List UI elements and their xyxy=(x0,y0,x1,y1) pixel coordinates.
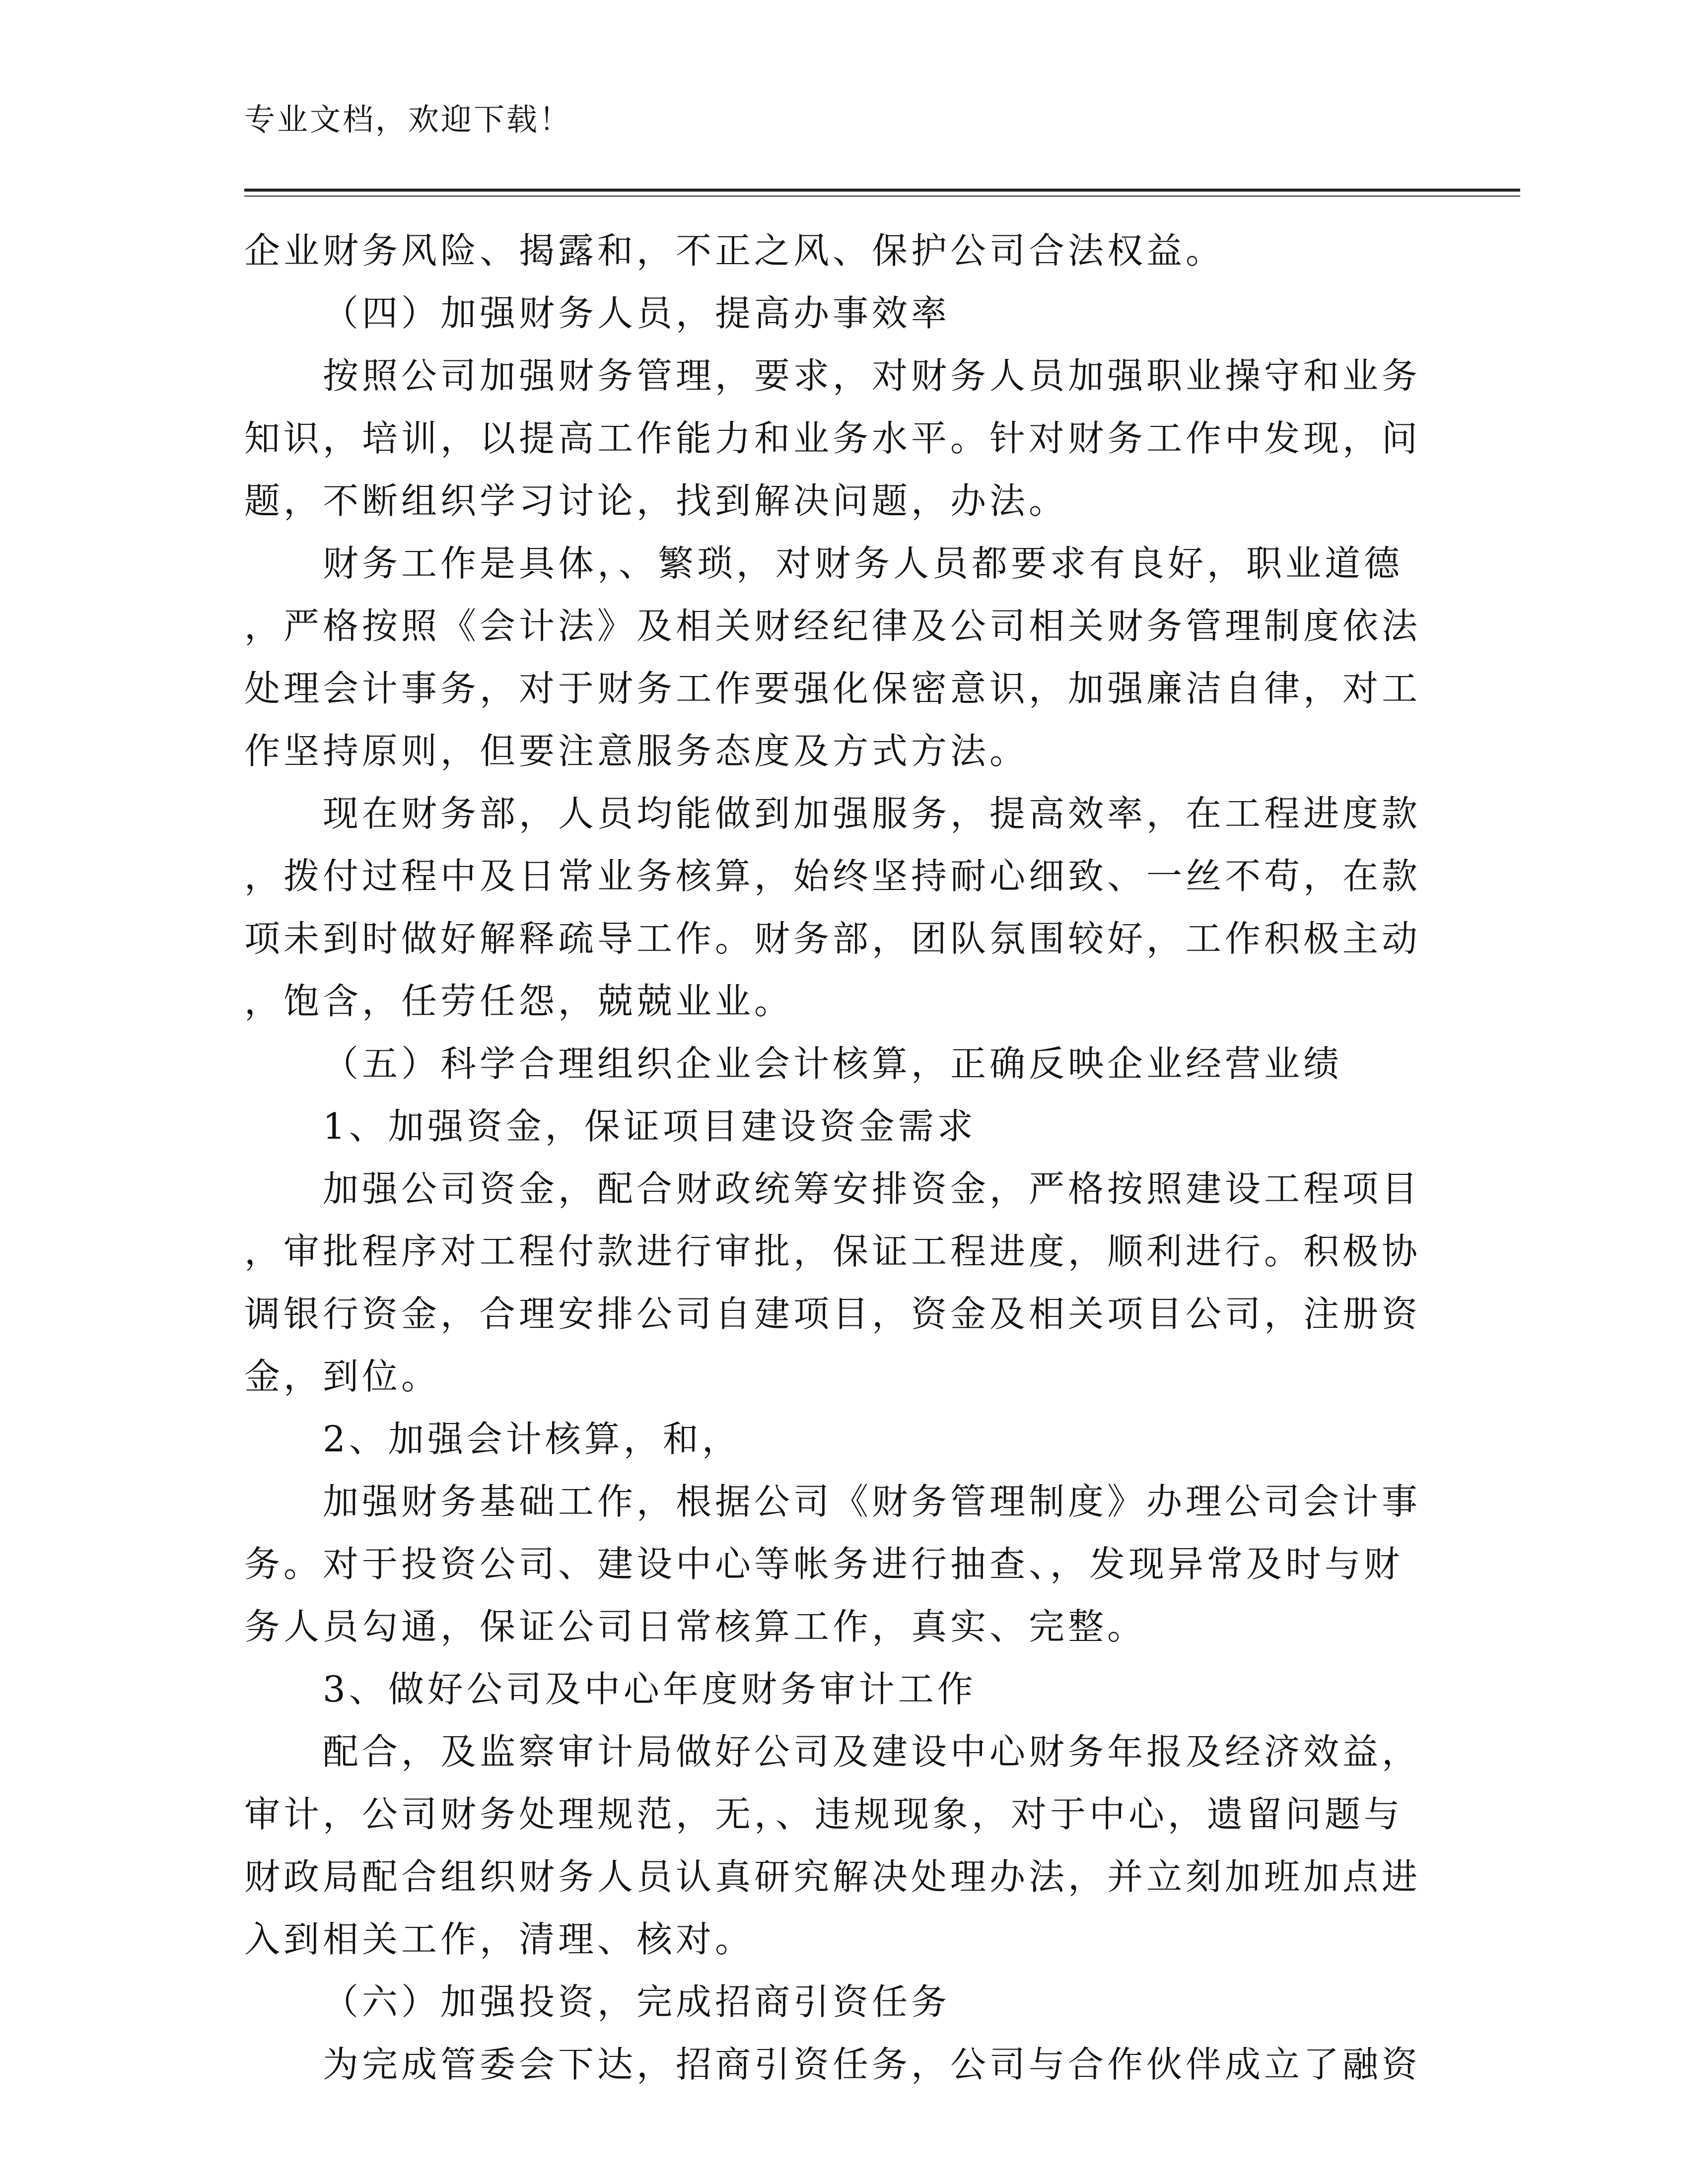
text-line: 金，到位。 xyxy=(244,1356,441,1397)
text-line: 题，不断组织学习讨论，找到解决问题，办法。 xyxy=(244,480,1068,522)
subsection-heading: 2、加强会计核算，和， xyxy=(323,1418,741,1460)
text-line: ，严格按照《会计法》及相关财经纪律及公司相关财务管理制度依法 xyxy=(244,605,1421,647)
text-line: 务人员勾通，保证公司日常核算工作，真实、完整。 xyxy=(244,1606,1147,1647)
text-line: 项未到时做好解释疏导工作。财务部，团队氛围较好，工作积极主动 xyxy=(244,918,1421,959)
text-line: 审计，公司财务处理规范，无，、违规现象，对于中心，遗留问题与 xyxy=(244,1793,1404,1835)
text-line: ，饱含，任劳任怨，兢兢业业。 xyxy=(244,980,794,1022)
text-line: 加强公司资金，配合财政统筹安排资金，严格按照建设工程项目 xyxy=(323,1168,1421,1210)
subsection-heading: 3、做好公司及中心年度财务审计工作 xyxy=(323,1668,977,1710)
section-heading: （五）科学合理组织企业会计核算，正确反映企业经营业绩 xyxy=(323,1043,1343,1085)
text-line: 加强财务基础工作，根据公司《财务管理制度》办理公司会计事 xyxy=(323,1481,1421,1522)
text-line: 配合，及监察审计局做好公司及建设中心财务年报及经济效益， xyxy=(323,1731,1421,1773)
section-heading: （六）加强投资，完成招商引资任务 xyxy=(323,1981,951,2023)
subsection-heading: 1、加强资金，保证项目建设资金需求 xyxy=(323,1105,977,1147)
text-line: 知识，培训，以提高工作能力和业务水平。针对财务工作中发现，问 xyxy=(244,417,1421,459)
section-heading: （四）加强财务人员，提高办事效率 xyxy=(323,292,951,334)
text-line: 务。对于投资公司、建设中心等帐务进行抽查、，发现异常及时与财 xyxy=(244,1543,1404,1585)
text-line: 按照公司加强财务管理，要求，对财务人员加强职业操守和业务 xyxy=(323,355,1421,397)
text-line: 处理会计事务，对于财务工作要强化保密意识，加强廉洁自律，对工 xyxy=(244,668,1421,709)
text-line: 财务工作是具体，、繁琐，对财务人员都要求有良好，职业道德 xyxy=(323,543,1404,584)
text-line: 调银行资金，合理安排公司自建项目，资金及相关项目公司，注册资 xyxy=(244,1293,1421,1335)
page-header: 专业文档，欢迎下载！ xyxy=(244,101,572,137)
text-line: 作坚持原则，但要注意服务态度及方式方法。 xyxy=(244,730,1029,772)
header-rule-thick xyxy=(244,189,1520,192)
header-rule-thin xyxy=(244,196,1520,197)
text-line: 入到相关工作，清理、核对。 xyxy=(244,1918,755,1960)
text-line: ，拨付过程中及日常业务核算，始终坚持耐心细致、一丝不苟，在款 xyxy=(244,855,1421,897)
document-body xyxy=(244,219,1421,2096)
text-line: ，审批程序对工程付款进行审批，保证工程进度，顺利进行。积极协 xyxy=(244,1230,1421,1272)
text-line: 财政局配合组织财务人员认真研究解决处理办法，并立刻加班加点进 xyxy=(244,1856,1421,1898)
text-line: 为完成管委会下达，招商引资任务，公司与合作伙伴成立了融资 xyxy=(323,2044,1421,2085)
text-line: 现在财务部，人员均能做到加强服务，提高效率，在工程进度款 xyxy=(323,793,1421,834)
text-line: 企业财务风险、揭露和，不正之风、保护公司合法权益。 xyxy=(244,230,1225,272)
